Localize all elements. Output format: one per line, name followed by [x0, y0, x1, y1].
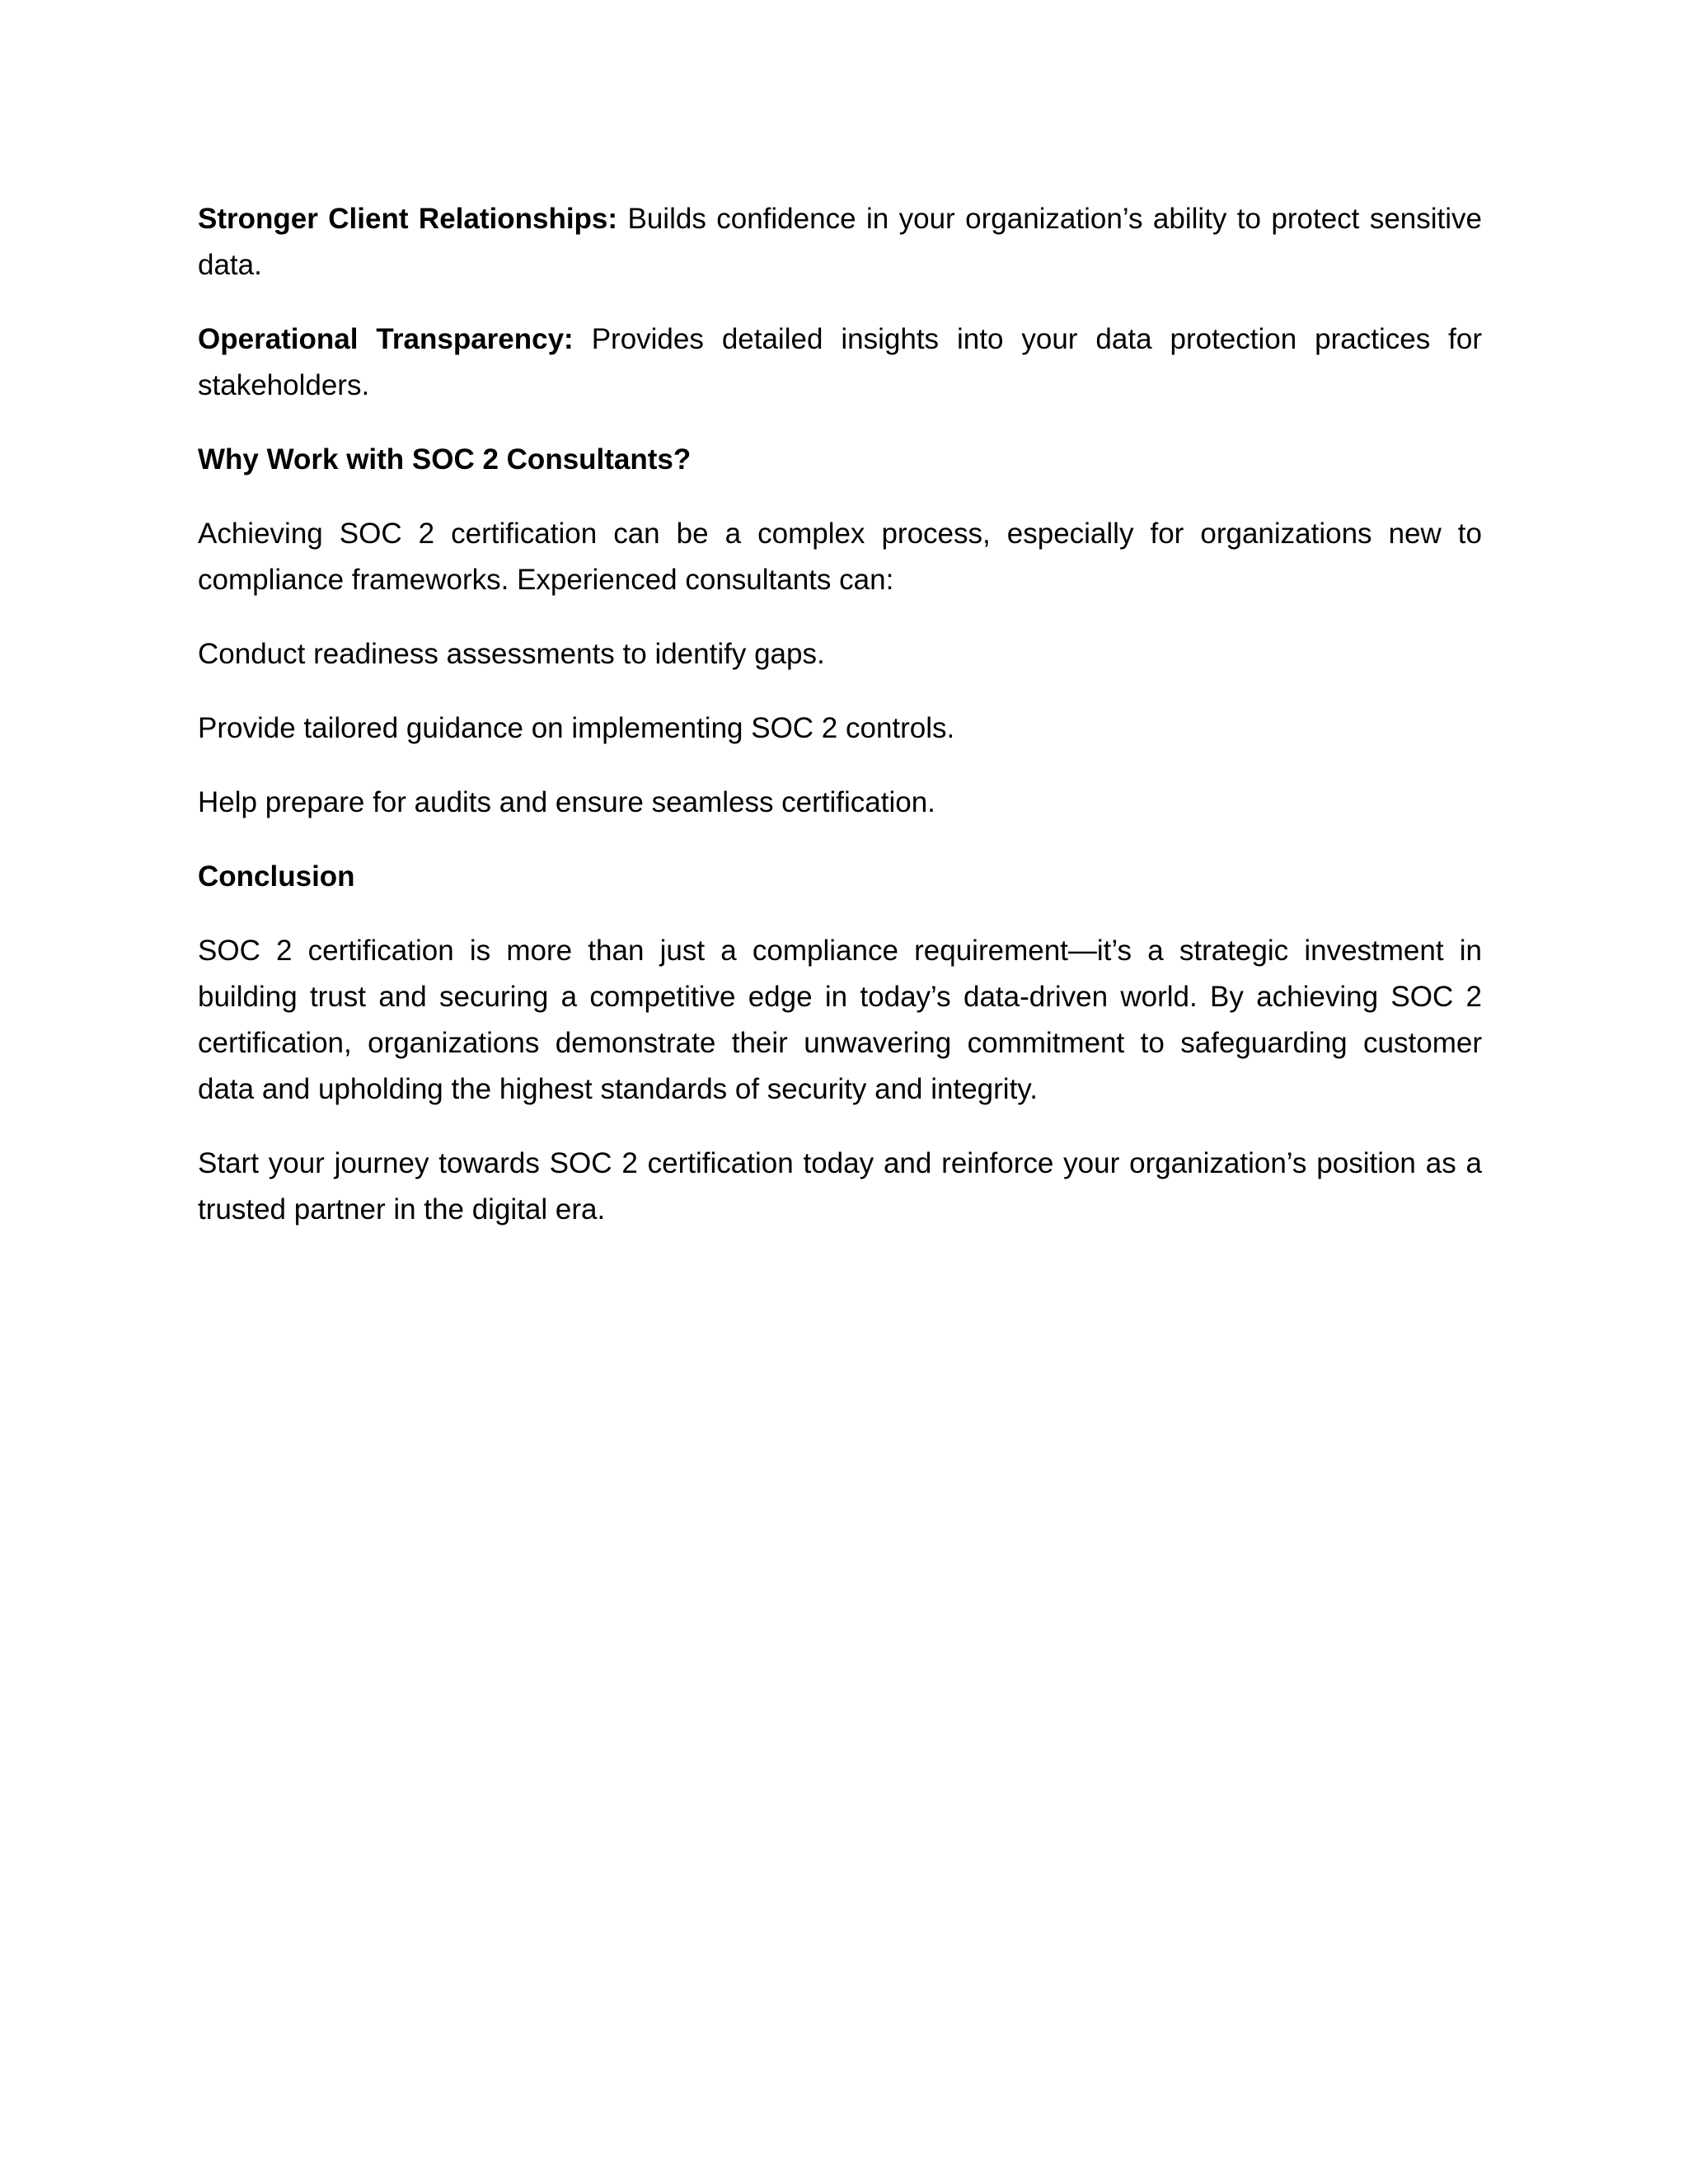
- conclusion-paragraph: Start your journey towards SOC 2 certification today and reinforce your organization’s position as a trusted partner in the digital era.: [198, 1147, 1482, 1226]
- consultant-point: Help prepare for audits and ensure seamless certification.: [198, 786, 935, 818]
- benefit-term: Operational Transparency:: [198, 323, 574, 355]
- conclusion-paragraph: SOC 2 certification is more than just a compliance requirement—it’s a strategic investment in building trust and securing a competitive edge in today’s data-driven world. By achieving SOC 2 certification, organizations demonstrate their unwavering commitment to safeguarding customer data and upholding the highest standards of security and integrity.: [198, 935, 1482, 1105]
- document-body: [198, 196, 1482, 1261]
- benefit-text: Provides detailed insights into your data protection practices for stakeholders.: [198, 323, 1483, 401]
- benefit-client-relationships: [198, 196, 1482, 288]
- benefit-operational-transparency: [198, 316, 1482, 409]
- consultants-heading: Why Work with SOC 2 Consultants?: [198, 443, 692, 476]
- consultants-intro: Achieving SOC 2 certification can be a complex process, especially for organizations new to compliance frameworks. Experienced consultants can:: [198, 518, 1482, 596]
- consultant-point: Conduct readiness assessments to identify gaps.: [198, 638, 825, 670]
- consultant-point: Provide tailored guidance on implementing SOC 2 controls.: [198, 712, 955, 744]
- benefit-term: Stronger Client Relationships:: [198, 203, 618, 235]
- benefit-text: Builds confidence in your organization’s ability to protect sensitive data.: [198, 203, 1483, 281]
- conclusion-heading: Conclusion: [198, 860, 355, 893]
